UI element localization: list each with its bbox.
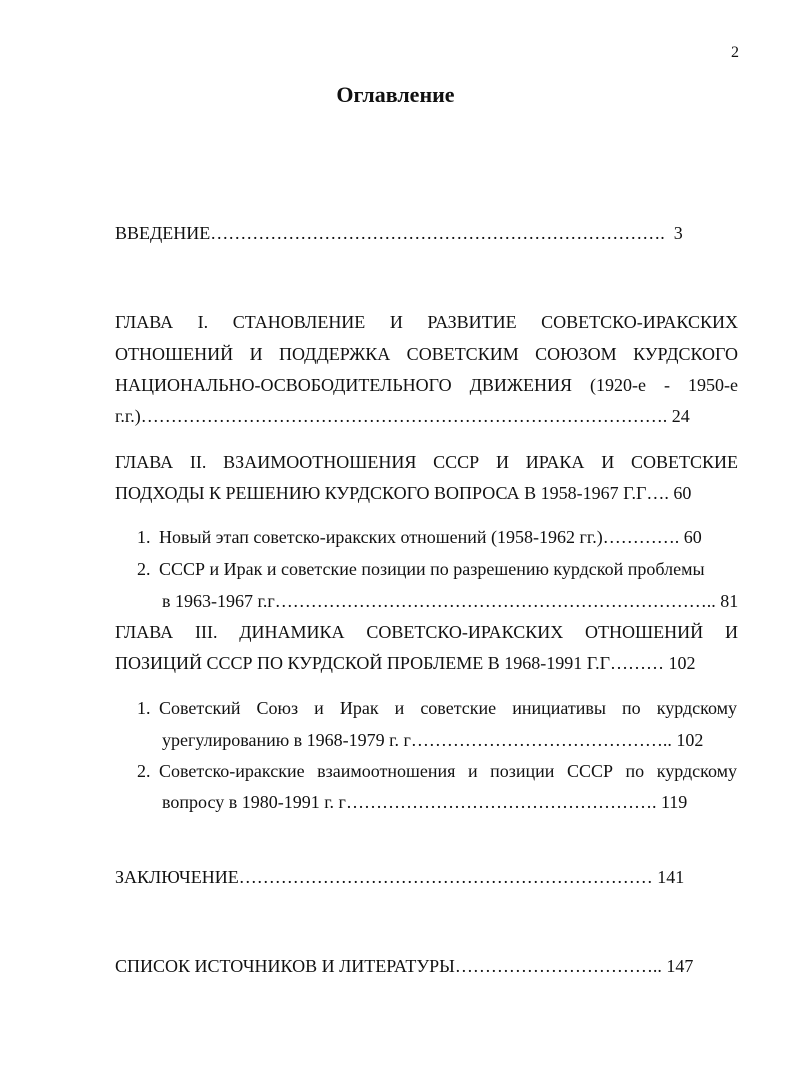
toc-chapter-1-line: НАЦИОНАЛЬНО-ОСВОБОДИТЕЛЬНОГО ДВИЖЕНИЯ (1920-е - 1950-е <box>115 375 738 395</box>
toc-section-line <box>137 760 741 782</box>
toc-section-line: урегулированию в 1968-1979 г. г…………………………………….. 102 <box>162 730 704 750</box>
toc-chapter-3-line: ПОЗИЦИЙ СССР ПО КУРДСКОЙ ПРОБЛЕМЕ В 1968-1991 Г.Г……… 102 <box>115 653 696 673</box>
toc-entry-sources[interactable]: СПИСОК ИСТОЧНИКОВ И ЛИТЕРАТУРЫ…………………………….. 147 <box>115 956 694 976</box>
toc-section-number: 1. <box>137 698 151 718</box>
toc-chapter-1-line: ОТНОШЕНИЙ И ПОДДЕРЖКА СОВЕТСКИМ СОЮЗОМ КУРДСКОГО <box>115 344 738 364</box>
toc-chapter-3-line: ГЛАВА III. ДИНАМИКА СОВЕТСКО-ИРАКСКИХ ОТНОШЕНИЙ И <box>115 622 738 642</box>
toc-entry-intro[interactable] <box>115 222 683 244</box>
toc-section-text: Советский Союз и Ирак и советские инициативы по курдскому <box>159 698 737 718</box>
toc-section-number: 2. <box>137 761 151 781</box>
toc-section-line: в 1963-1967 г.г……………………………………………………………….. 81 <box>162 591 739 611</box>
toc-section-number: 1. <box>137 527 151 547</box>
toc-chapter-2-line: ПОДХОДЫ К РЕШЕНИЮ КУРДСКОГО ВОПРОСА В 1958-1967 Г.Г…. 60 <box>115 483 692 503</box>
toc-section-number: 2. <box>137 559 151 579</box>
toc-section-text: Советско-иракские взаимоотношения и позиции СССР по курдскому <box>159 761 737 781</box>
toc-intro-label: ВВЕДЕНИЕ <box>115 223 211 243</box>
toc-intro-dots: …………………………………………………………………. <box>210 223 665 243</box>
toc-section-text: Новый этап советско-иракских отношений (1958-1962 гг.)…………. 60 <box>159 527 702 547</box>
toc-chapter-2-section-1[interactable] <box>137 526 702 548</box>
toc-chapter-2-line: ГЛАВА II. ВЗАИМООТНОШЕНИЯ СССР И ИРАКА И СОВЕТСКИЕ <box>115 452 738 472</box>
page-title: Оглавление <box>336 82 455 107</box>
toc-chapter-1-line: ГЛАВА I. СТАНОВЛЕНИЕ И РАЗВИТИЕ СОВЕТСКО-ИРАКСКИХ <box>115 312 738 332</box>
toc-section-line <box>137 558 705 580</box>
toc-chapter-1-line: г.г.)……………………………………………………………………………. 24 <box>115 406 690 426</box>
page-number: 2 <box>731 44 739 61</box>
toc-intro-page: 3 <box>673 223 683 243</box>
toc-section-line <box>137 697 741 719</box>
toc-section-text: СССР и Ирак и советские позиции по разрешению курдской проблемы <box>159 559 705 579</box>
toc-entry-conclusion[interactable]: ЗАКЛЮЧЕНИЕ…………………………………………………………… 141 <box>115 867 685 887</box>
toc-section-line: вопросу в 1980-1991 г. г……………………………………………. 119 <box>162 792 688 812</box>
